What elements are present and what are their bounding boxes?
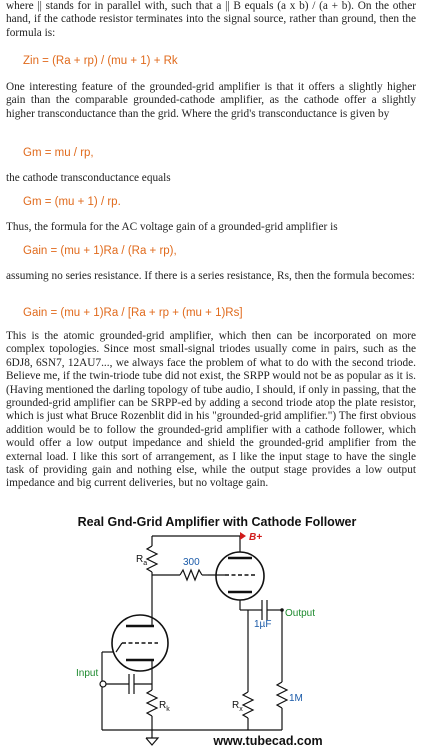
formula-gain-rs: Gain = (mu + 1)Ra / [Ra + rp + (mu + 1)Rs] bbox=[23, 307, 243, 319]
formula-zin: Zin = (Ra + rp) / (mu + 1) + Rk bbox=[23, 55, 178, 67]
rk-label: $R_k$ bbox=[159, 700, 170, 713]
site-url: www.tubecad.com bbox=[213, 734, 323, 748]
paragraph-series-resistance: assuming no series resistance. If there is a series resistance, Rs, then the formula becomes: bbox=[6, 270, 415, 282]
ra-label: $R_a$ bbox=[136, 554, 148, 567]
figure-title: Real Gnd-Grid Amplifier with Cathode Follower bbox=[77, 515, 357, 529]
r300-label: 300 bbox=[183, 557, 200, 568]
r1m-label: 1M bbox=[289, 693, 303, 704]
paragraph-transconductance-intro: One interesting feature of the grounded-grid amplifier is that it offers a slightly higher gain than the comparable grounded-cathode amplifier, as the cathode offer a slightly higher transconductance than the grid. Where the grid's transconductance is given by bbox=[6, 81, 416, 120]
cap-label: 1µF bbox=[254, 619, 272, 630]
upper-triode-icon bbox=[208, 552, 264, 600]
b-plus-arrow-icon bbox=[240, 532, 246, 540]
rx-label: $R_x$ bbox=[232, 700, 243, 713]
input-terminal-icon bbox=[100, 681, 106, 687]
schematic-svg bbox=[62, 512, 372, 750]
paragraph-gain-intro: Thus, the formula for the AC voltage gain of a grounded-grid amplifier is bbox=[6, 221, 338, 233]
output-node-icon bbox=[280, 608, 284, 612]
lower-triode-icon bbox=[112, 612, 168, 674]
formula-gm-cathode: Gm = (mu + 1) / rp. bbox=[23, 196, 121, 208]
paragraph-atomic-amplifier: This is the atomic grounded-grid amplifier, which then can be incorporated on more complex topologies. Since most small-signal triodes usually come in pairs, such as the 6DJ8, 6SN7, 12AU7..., we always face the problem of what to do with the second triode. Believe me, if the twin-triode tube did not exist, the SRPP would not be as popular as it is. (Having mentioned the darling topology of tube audio, I should, if only in passing, that the grounded-grid amplifier can be SRPP-ed by adding a second triode atop the plate resistor, which is just what Bruce Rozenblit did in his "grounded-grid amplifier.") The first obvious addition would be to follow the grounded-grid amplifier with a cathode follower, which would offer a low output impedance and shield the grounded-grid amplifier from the external load. I like this sort of arrangement, as I like the input stage to have the single task of providing gain and nothing else, while the output stage provides a low output impedance and big current deliveries, but no voltage gain. bbox=[6, 330, 416, 490]
schematic-figure bbox=[62, 512, 372, 750]
paragraph-cathode-transconductance: the cathode transconductance equals bbox=[6, 172, 171, 184]
paragraph-parallel-definition: where || stands for in parallel with, such that a || B equals (a x b) / (a + b). On the other hand, if the cathode resistor terminates into the signal source, rather than ground, then the formula is: bbox=[6, 0, 416, 39]
input-label: Input bbox=[76, 668, 99, 679]
formula-gm-grid: Gm = mu / rp, bbox=[23, 147, 94, 159]
output-label: Output bbox=[285, 608, 316, 619]
formula-gain: Gain = (mu + 1)Ra / (Ra + rp), bbox=[23, 245, 177, 257]
b-plus-label: B+ bbox=[249, 532, 263, 543]
